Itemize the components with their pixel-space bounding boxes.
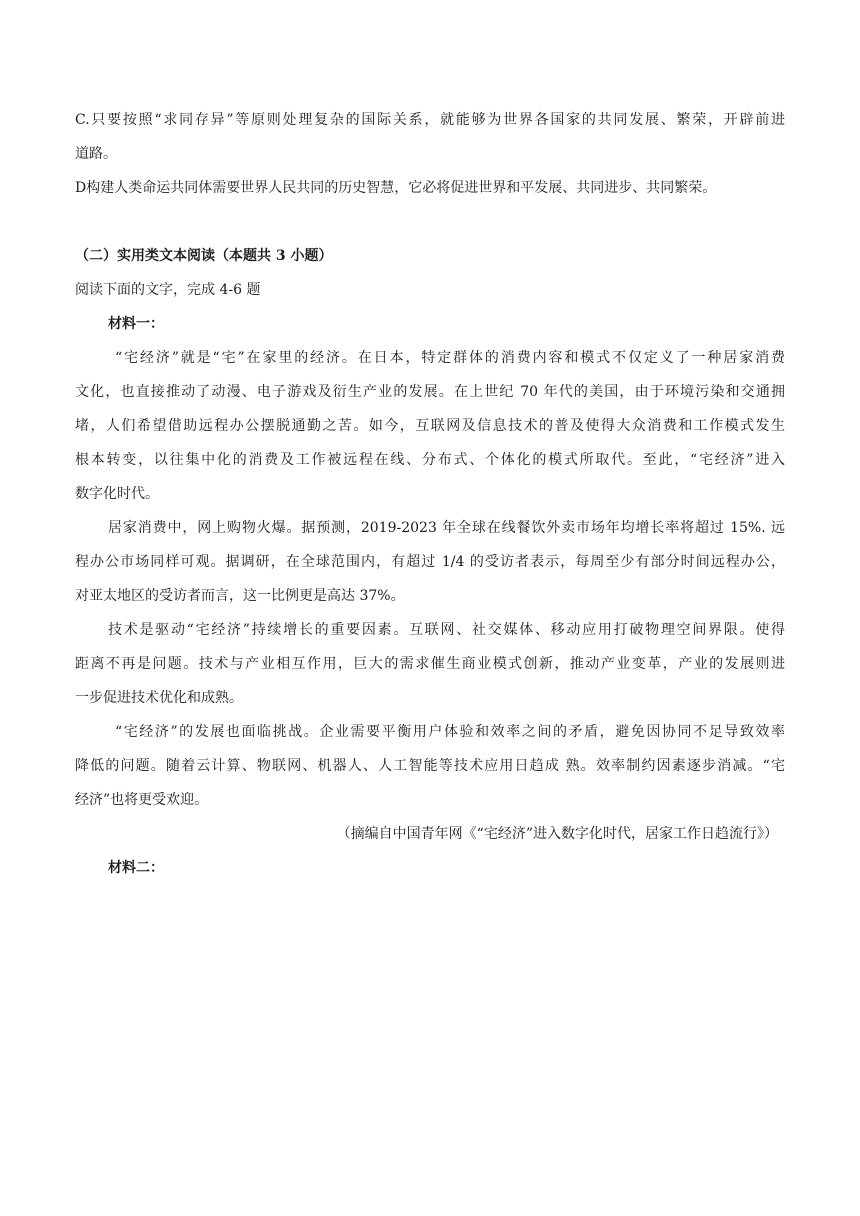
material-one-p4-line-2: 降低的问题。随着云计算、物联网、机器人、人工智能等技术应用日趋成 熟。效率制约因素逐步消减。“宅 <box>75 758 785 774</box>
option-d: D构建人类命运共同体需要世界人民共同的历史智慧，它必将促进世界和平发展、共同进步、共同繁荣。 <box>75 180 717 196</box>
section-instruction: 阅读下面的文字，完成 4-6 题 <box>75 282 261 298</box>
section-heading: （二）实用类文本阅读（本题共 3 小题） <box>75 248 333 264</box>
material-one-p3-line-2: 距离不再是问题。技术与产业相互作用，巨大的需求催生商业模式创新，推动产业变革，产业的发展则进 <box>75 656 785 672</box>
option-c-line-1: C.只要按照“求同存异”等原则处理复杂的国际关系，就能够为世界各国家的共同发展、繁荣，开辟前进 <box>75 112 785 128</box>
material-one-p1-line-2: 文化，也直接推动了动漫、电子游戏及衍生产业的发展。在上世纪 70 年代的美国，由于环境污染和交通拥 <box>75 384 785 400</box>
material-one-p2-line-3: 对亚太地区的受访者而言，这一比例更是高达 37%。 <box>75 588 405 604</box>
material-one-p2-line-1: 居家消费中，网上购物火爆。据预测，2019-2023 年全球在线餐饮外卖市场年均增长率将超过 15%. 远 <box>108 520 785 536</box>
material-one-p3-line-1: 技术是驱动“宅经济”持续增长的重要因素。互联网、社交媒体、移动应用打破物理空间界限。使得 <box>108 622 785 638</box>
material-two-label: 材料二： <box>108 860 164 876</box>
material-one-label: 材料一： <box>108 316 164 332</box>
material-one-p1-line-5: 数字化时代。 <box>75 486 159 502</box>
material-one-p3-line-3: 一步促进技术优化和成熟。 <box>75 690 243 706</box>
material-one-p1-line-1: “宅经济”就是“宅”在家里的经济。在日本，特定群体的消费内容和模式不仅定义了一种居家消费 <box>115 350 785 366</box>
material-one-p1-line-4: 根本转变，以往集中化的消费及工作被远程在线、分布式、个体化的模式所取代。至此，“宅经济”进入 <box>75 452 785 468</box>
option-c-line-2: 道路。 <box>75 146 117 162</box>
material-one-p2-line-2: 程办公市场同样可观。据调研，在全球范围内，有超过 1/4 的受访者表示，每周至少有部分时间远程办公， <box>75 554 785 570</box>
material-one-p4-line-3: 经济”也将更受欢迎。 <box>75 792 209 808</box>
material-one-source: （摘编自中国青年网《“宅经济”进入数字化时代，居家工作日趋流行》） <box>336 826 778 842</box>
material-one-p1-line-3: 堵，人们希望借助远程办公摆脱通勤之苦。如今，互联网及信息技术的普及使得大众消费和工作模式发生 <box>75 418 785 434</box>
material-one-p4-line-1: “宅经济”的发展也面临挑战。企业需要平衡用户体验和效率之间的矛盾，避免因协同不足导致效率 <box>115 724 785 740</box>
